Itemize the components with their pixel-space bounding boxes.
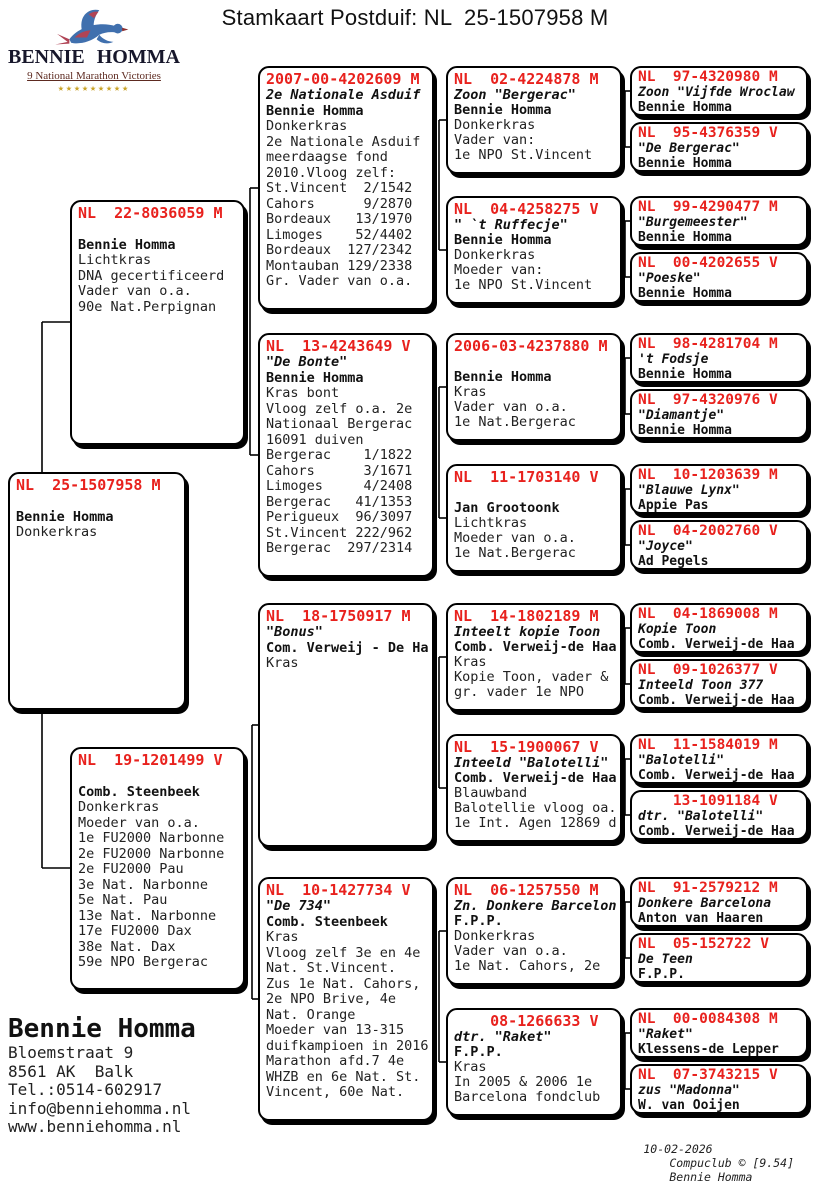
detail-line: 2e NPO Brive, 4e [266,991,397,1007]
pigeon-name: "Blauwe Lynx" [638,483,740,498]
detail-line: Donkerkras [16,524,98,540]
pedigree-box [630,1064,808,1114]
detail-line: 1e Int. Agen 12869 d [454,815,617,832]
detail-line: Limoges 4/2408 [266,478,413,494]
pigeon-name: zus "Madonna" [638,1083,740,1098]
detail-line: Vader van: [454,132,536,149]
detail-line: Vader van o.a. [78,283,192,299]
pedigree-box [446,333,622,441]
detail-line: Moeder van o.a. [78,814,200,831]
detail-line: Kras [266,929,299,945]
pedigree-box [446,603,622,711]
pedigree-box [446,734,622,842]
ring-number: NL 91-2579212 M [638,880,778,896]
detail-line: Lichtkras [454,514,528,531]
pedigree-box [630,659,808,709]
detail-line: Nat. Orange [266,1006,356,1023]
breeder-name: Comb. Verweij-de Haa [638,637,795,652]
pigeon-name [454,486,618,501]
pedigree-box [446,1008,622,1116]
detail-line: 59e NPO Bergerac [78,954,209,970]
breeder-name: Comb. Verweij-de Haa [638,693,795,708]
detail-line: Limoges 52/4402 [266,226,413,243]
ring-number: NL 11-1584019 M [638,737,778,753]
pigeon-name: Inteelt kopie Toon [454,623,601,640]
ring-number: NL 14-1802189 M [454,607,599,625]
pigeon-name: "Burgemeester" [638,215,748,230]
detail-line: Kras bont [266,385,340,401]
pigeon-name: "Balotelli" [638,753,725,768]
breeder-contact-block [8,1014,196,1137]
pigeon-name: "De Bergerac" [638,141,740,156]
detail-line: Vincent, 60e Nat. [266,1084,405,1100]
detail-line: Kras [454,653,487,670]
contact-line: Tel.:0514-602917 [8,1080,163,1099]
detail-line: 17e FU2000 Dax [78,923,192,939]
pigeon-name: "Bonus" [266,624,323,640]
pedigree-box [70,200,245,445]
detail-line: Moeder van: [454,262,544,279]
pigeon-name: "De Bonte" [266,354,348,370]
breeder-name: F.P.P. [454,1043,503,1060]
ring-number: NL 18-1750917 M [266,607,411,625]
pedigree-box [630,464,808,514]
detail-line: Donkerkras [454,246,536,263]
detail-line: 2e FU2000 Narbonne [78,845,225,862]
detail-line: Nationaal Bergerac [266,416,413,432]
breeder-name: F.P.P. [638,967,685,982]
detail-line: Vader van o.a. [454,943,568,960]
page-title: Stamkaart Postduif: NL 25-1507958 M [221,5,609,30]
breeder-name: Bennie Homma [454,231,552,248]
breeder-logo [6,4,182,94]
detail-line: Lichtkras [78,252,152,268]
breeder-name: Bennie Homma [638,286,732,301]
pigeon-name: "Raket" [638,1027,693,1042]
detail-line: Kras [454,1058,487,1075]
detail-line: Kras [454,383,487,400]
detail-line: Gr. Vader van o.a. [266,273,413,289]
contact-line: www.benniehomma.nl [8,1117,182,1136]
detail-line: Nat. St.Vincent. [266,960,397,976]
detail-line: 90e Nat.Perpignan [78,298,217,315]
detail-line: In 2005 & 2006 1e [454,1074,593,1091]
detail-line: 2e Nationale Asduif [266,133,421,150]
pigeon-name: Inteeld "Balotelli" [454,754,609,771]
detail-line: 16091 duiven [266,431,364,448]
detail-line: Bergerac 41/1353 [266,493,413,510]
breeder-name: W. van Ooijen [638,1098,740,1113]
pedigree-box [630,520,808,570]
detail-line: gr. vader 1e NPO [454,684,585,701]
logo-name-left: BENNIE [8,46,85,68]
breeder-name: Comb. Verweij-de Haa [454,769,617,786]
footer-date: 10-02-2026 [643,1142,713,1156]
detail-line: Bordeaux 13/1970 [266,211,413,227]
ring-number: 2007-00-4202609 M [266,70,420,88]
breeder-name: Bennie Homma [266,369,364,386]
pedigree-box [8,472,186,710]
ring-number: NL 15-1900067 V [454,738,599,756]
breeder-name: Com. Verweij - De Ha [266,639,429,656]
detail-line: 1e NPO St.Vincent [454,147,593,164]
detail-line: 1e FU2000 Narbonne [78,830,225,846]
ring-number: NL 04-1869008 M [638,606,778,622]
breeder-name: Comb. Verweij-de Haa [638,824,795,839]
footer-name: Bennie Homma [669,1170,753,1184]
pedigree-box [446,877,622,985]
pigeon-name: Zoon "Bergerac" [454,86,576,103]
pedigree-box [630,1008,808,1058]
ring-number: 13-1091184 V [638,793,778,809]
pedigree-box [630,389,808,439]
breeder-name: Klessens-de Lepper [638,1042,779,1057]
logo-name-right: HOMMA [96,46,180,68]
ring-number: NL 10-1203639 M [638,467,778,483]
breeder-name: Bennie Homma [78,236,176,253]
ring-number: NL 95-4376359 V [638,125,778,141]
breeder-name: Bennie Homma [266,102,364,119]
ring-number: NL 98-4281704 M [638,336,778,352]
detail-line: 13e Nat. Narbonne [78,907,217,924]
pigeon-name: Zn. Donkere Barcelon [454,897,617,914]
detail-line: 38e Nat. Dax [78,938,176,955]
pedigree-box [630,333,808,383]
detail-line: meerdaagse fond [266,149,388,165]
pigeon-name [454,355,618,370]
pedigree-box [446,66,622,174]
detail-line: Barcelona fondclub [454,1089,601,1106]
breeder-name: Bennie Homma [638,367,732,382]
pedigree-box [630,196,808,246]
detail-line: 2010.Vloog zelf: [266,164,397,181]
ring-number: NL 13-4243649 V [266,337,411,355]
ring-number: 2006-03-4237880 M [454,337,608,355]
detail-line: St.Vincent 2/1542 [266,180,413,196]
breeder-name: Bennie Homma [638,156,732,171]
pigeon-name [78,222,241,238]
logo-stars: ★★★★★★★★★ [57,83,131,94]
breeder-name: Bennie Homma [454,101,552,118]
detail-line: Cahors 3/1671 [266,462,413,479]
pedigree-box [70,747,245,990]
ring-number: NL 19-1201499 V [78,751,223,769]
breeder-name: Jan Grootoonk [454,499,560,516]
detail-line: Zus 1e Nat. Cahors, [266,975,421,992]
detail-line: Kras [266,655,299,671]
pigeon-name: Donkere Barcelona [638,896,772,911]
breeder-name: Comb. Steenbeek [78,783,200,800]
breeder-name: Anton van Haaren [638,911,764,926]
contact-line: info@benniehomma.nl [8,1098,192,1118]
logo-subtitle: 9 National Marathon Victories [27,70,161,82]
pigeon-name: De Teen [638,952,693,967]
detail-line: 1e Nat.Bergerac [454,414,576,431]
pedigree-box [630,877,808,927]
ring-number: 08-1266633 V [454,1012,599,1030]
pedigree-box [258,333,434,577]
breeder-name: F.P.P. [454,912,503,929]
detail-line: 5e Nat. Pau [78,892,168,908]
ring-number: NL 10-1427734 V [266,881,411,899]
detail-line: 2e FU2000 Pau [78,861,184,877]
breeder-name: Bennie Homma [638,423,732,438]
ring-number: NL 07-3743215 V [638,1067,778,1083]
pedigree-box [258,66,434,310]
pigeon-name: dtr. "Balotelli" [638,809,764,824]
breeder-name: Bennie Homma [454,368,552,385]
print-footer [616,1128,794,1198]
breeder-name: Comb. Steenbeek [266,913,388,930]
detail-line: Moeder van 13-315 [266,1022,405,1038]
pedigree-box [630,252,808,302]
pigeon-name: Inteeld Toon 377 [638,678,764,693]
pigeon-name: "Joyce" [638,539,693,554]
ring-number: NL 04-4258275 V [454,200,599,218]
pigeon-name: Zoon "Vijfde Wroclaw [638,85,795,100]
detail-line: Blauwband [454,784,528,801]
ring-number: NL 00-4202655 V [638,255,778,271]
pigeon-name: "Diamantje" [638,408,725,423]
detail-line: Marathon afd.7 4e [266,1053,405,1069]
breeder-name: Bennie Homma [16,508,114,525]
breeder-name: Ad Pegels [638,554,709,569]
detail-line: 1e Nat.Bergerac [454,545,576,562]
detail-line: Moeder van o.a. [454,530,576,547]
ring-number: NL 06-1257550 M [454,881,599,899]
ring-number: NL 22-8036059 M [78,204,223,222]
pigeon-name: " `t Ruffecje" [454,216,568,233]
detail-line: WHZB en 6e Nat. St. [266,1068,421,1085]
detail-line: Vader van o.a. [454,399,568,416]
ring-number: NL 00-0084308 M [638,1011,778,1027]
ring-number: NL 04-2002760 V [638,523,778,539]
detail-line: St.Vincent 222/962 [266,524,413,541]
ring-number: NL 09-1026377 V [638,662,778,678]
detail-line: Cahors 9/2870 [266,195,413,212]
detail-line: Bergerac 1/1822 [266,447,413,463]
detail-line: 1e Nat. Cahors, 2e [454,958,601,975]
detail-line: Donkerkras [78,799,160,815]
breeder-name: Bennie Homma [8,1014,196,1044]
detail-line: 3e Nat. Narbonne [78,876,209,893]
pedigree-box [446,464,622,572]
ring-number: NL 97-4320980 M [638,69,778,85]
pigeon-name: 2e Nationale Asduif [266,87,421,103]
pedigree-box [630,933,808,983]
pedigree-box [630,734,808,784]
detail-line: Donkerkras [454,116,536,133]
pedigree-box [630,122,808,172]
detail-line: Vloog zelf o.a. 2e [266,400,413,417]
detail-line: DNA gecertificeerd [78,267,225,284]
footer-program: Compuclub © [9.54] [669,1156,794,1170]
pigeon-name: "Poeske" [638,271,701,286]
pedigree-box [258,877,434,1121]
ring-number: NL 11-1703140 V [454,468,599,486]
detail-line: Perigueux 96/3097 [266,509,413,525]
ring-number: NL 05-152722 V [638,936,769,952]
pigeon-name [16,494,182,510]
breeder-name: Appie Pas [638,498,709,513]
detail-line: Bordeaux 127/2342 [266,242,413,258]
pigeon-name: Kopie Toon [638,622,717,637]
detail-line: Vloog zelf 3e en 4e [266,944,421,961]
detail-line: Donkerkras [454,927,536,944]
detail-line: Balotellie vloog oa. [454,800,617,817]
detail-line: 1e NPO St.Vincent [454,277,593,294]
ring-number: NL 99-4290477 M [638,199,778,215]
breeder-name: Comb. Verweij-de Haa [638,768,795,783]
detail-line: Bergerac 297/2314 [266,540,413,556]
breeder-name: Bennie Homma [638,100,732,115]
breeder-name: Comb. Verweij-de Haa [454,638,617,655]
pedigree-box [446,196,622,304]
pigeon-name [78,769,241,785]
pedigree-box [630,66,808,116]
pigeon-name: "De 734" [266,898,332,914]
detail-line: Donkerkras [266,118,348,134]
ring-number: NL 25-1507958 M [16,476,161,494]
ring-number: NL 02-4224878 M [454,70,599,88]
pigeon-logo-icon [6,4,182,48]
breeder-name: Bennie Homma [638,230,732,245]
detail-line: Kopie Toon, vader & [454,669,609,686]
contact-line: 8561 AK Balk [8,1061,134,1081]
detail-line: Montauban 129/2338 [266,257,413,274]
pigeon-name: 't Fodsje [638,352,709,367]
pedigree-box [630,790,808,840]
contact-line: Bloemstraat 9 [8,1043,134,1062]
pigeon-name: dtr. "Raket" [454,1028,552,1045]
detail-line: duifkampioen in 2016 [266,1037,429,1054]
pedigree-box [630,603,808,653]
ring-number: NL 97-4320976 V [638,392,778,408]
pedigree-box [258,603,434,847]
